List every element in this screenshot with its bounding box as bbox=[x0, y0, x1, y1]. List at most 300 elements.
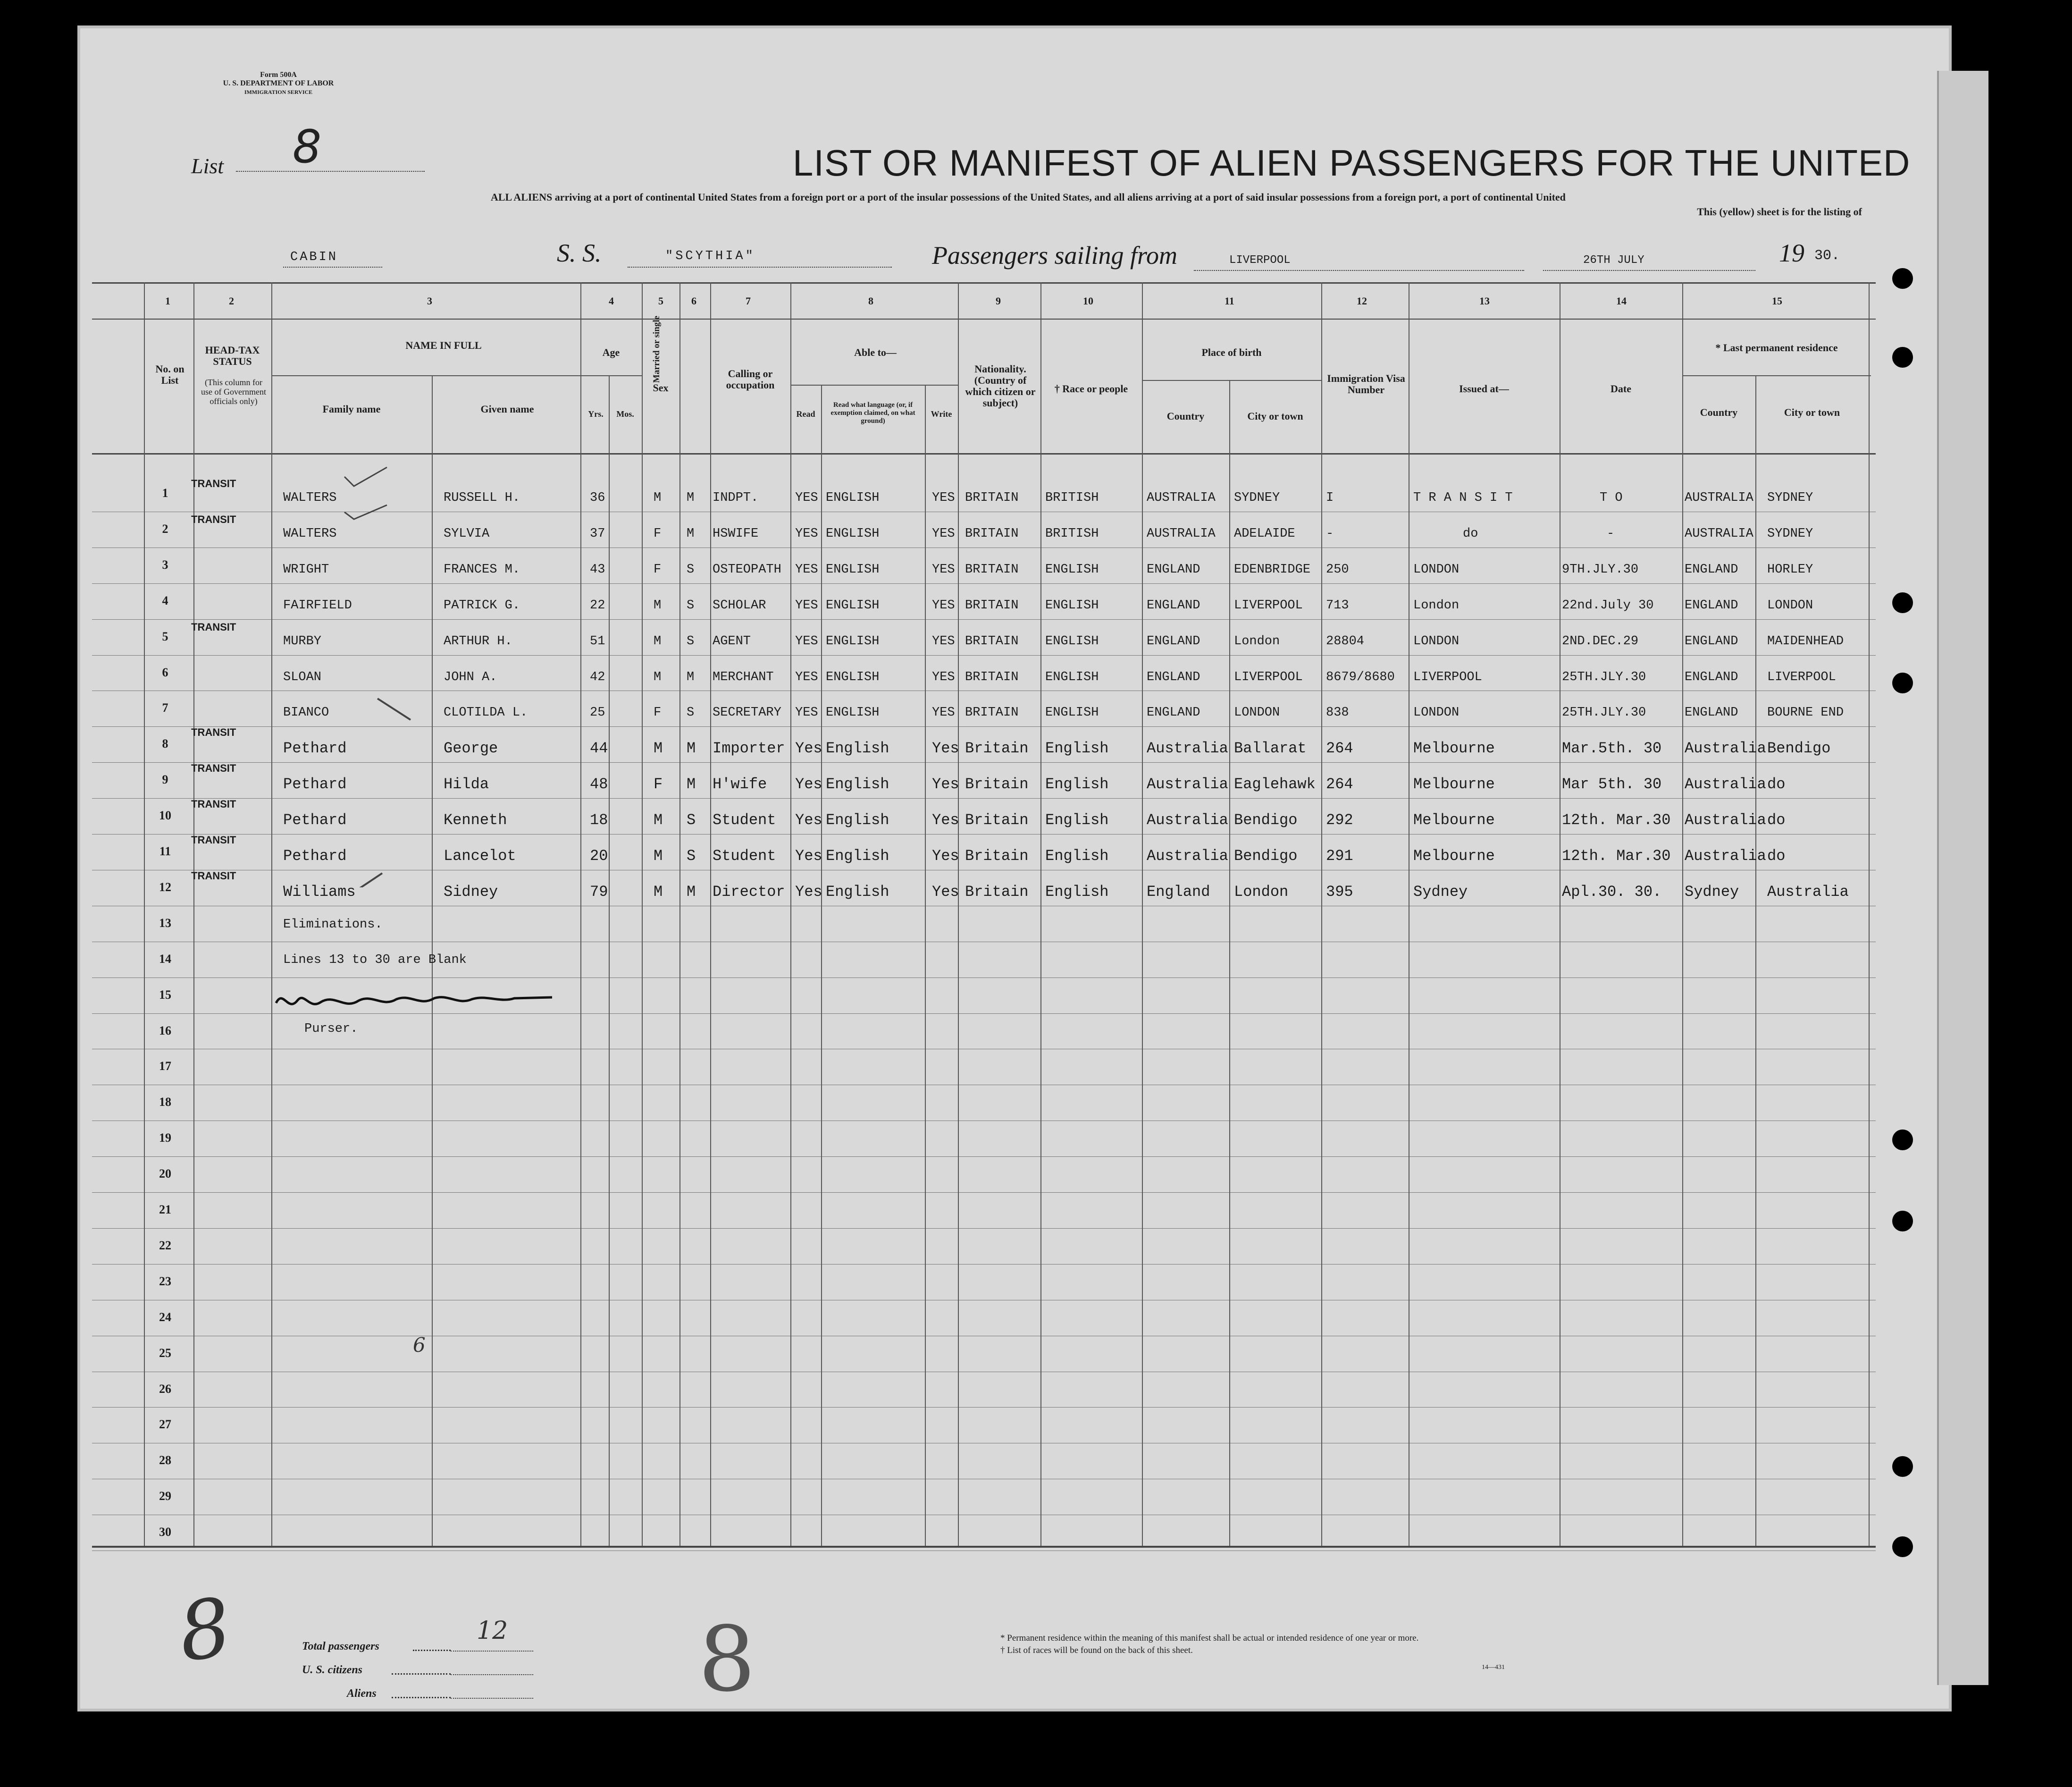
row-number: 4 bbox=[162, 593, 168, 607]
language-cell: ENGLISH bbox=[826, 526, 880, 541]
birth-city-cell: Bendigo bbox=[1234, 847, 1298, 865]
subtitle-line1: ALL ALIENS arriving at a port of continental United States from a foreign port or a port of the insular possessions of the United States, and all aliens arriving at a port of said insular possessions from a foreign port, a port of continental United bbox=[491, 191, 1566, 203]
residence-city-cell: do bbox=[1767, 811, 1786, 829]
residence-country-cell: ENGLAND bbox=[1685, 670, 1738, 684]
header-write: Write bbox=[931, 409, 952, 419]
status-cell: TRANSIT bbox=[191, 478, 236, 489]
occupation-cell: Student bbox=[713, 847, 776, 865]
given-name-cell: CLOTILDA L. bbox=[444, 706, 528, 720]
race-cell: English bbox=[1045, 847, 1109, 865]
age-years-cell: 43 bbox=[590, 562, 605, 577]
issued-at-cell: LONDON bbox=[1413, 634, 1460, 649]
residence-country-cell: AUSTRALIA bbox=[1685, 491, 1753, 505]
header-place-of-birth: Place of birth bbox=[1201, 346, 1262, 358]
residence-city-cell: LONDON bbox=[1767, 598, 1813, 613]
marital-status-cell: M bbox=[687, 883, 696, 901]
total-underline bbox=[451, 1651, 533, 1652]
subtitle-line2: This (yellow) sheet is for the listing of bbox=[1697, 206, 1862, 218]
sex-cell: F bbox=[654, 706, 662, 720]
status-cell: TRANSIT bbox=[191, 869, 236, 882]
race-cell: English bbox=[1045, 883, 1109, 901]
punch-hole bbox=[1892, 1130, 1913, 1150]
given-name-cell: FRANCES M. bbox=[444, 562, 520, 577]
residence-country-cell: Australia bbox=[1685, 847, 1766, 865]
residence-country-cell: ENGLAND bbox=[1685, 598, 1738, 613]
visa-date-cell: 25TH.JLY.30 bbox=[1562, 670, 1646, 684]
residence-footnote: * Permanent residence within the meaning of this manifest shall be actual or intended residence of one year or more. bbox=[1000, 1633, 1419, 1643]
occupation-cell: AGENT bbox=[713, 634, 751, 649]
marital-status-cell: S bbox=[687, 847, 696, 865]
language-cell: English bbox=[826, 811, 889, 829]
given-name-cell: JOHN A. bbox=[444, 670, 497, 684]
language-cell: English bbox=[826, 740, 889, 758]
date-underline bbox=[1543, 270, 1755, 271]
header-nationality: Nationality. (Country of which citizen or subject) bbox=[965, 363, 1036, 409]
stray-mark: 6 bbox=[413, 1333, 426, 1357]
total-dots bbox=[413, 1650, 451, 1651]
family-name-cell: Pethard bbox=[283, 847, 347, 865]
header-mos: Mos. bbox=[616, 409, 634, 419]
header-issued-at: Issued at— bbox=[1459, 383, 1509, 395]
birth-city-cell: EDENBRIDGE bbox=[1234, 562, 1311, 577]
sex-cell: F bbox=[654, 775, 663, 793]
sex-cell: M bbox=[654, 847, 663, 865]
sub-header-rule bbox=[1142, 380, 1321, 381]
header-read-language: Read what language (or, if exemption claimed, on what ground) bbox=[830, 401, 915, 425]
header-yrs: Yrs. bbox=[588, 409, 604, 419]
header-birth-country: Country bbox=[1166, 410, 1205, 422]
language-cell: ENGLISH bbox=[826, 598, 880, 613]
age-years-cell: 51 bbox=[590, 634, 605, 649]
us-citizens-dots bbox=[392, 1673, 451, 1675]
occupation-cell: Student bbox=[713, 811, 776, 829]
issued-at-cell: LONDON bbox=[1413, 562, 1460, 577]
table-bottom-rule bbox=[92, 1546, 1876, 1548]
row-number: 30 bbox=[159, 1525, 171, 1539]
visa-number-cell: I bbox=[1326, 491, 1334, 505]
occupation-cell: SECRETARY bbox=[713, 706, 781, 720]
column-number: 3 bbox=[427, 295, 432, 307]
given-name-cell: Kenneth bbox=[444, 811, 507, 829]
language-cell: ENGLISH bbox=[826, 634, 880, 649]
visa-date-cell: 12th. Mar.30 bbox=[1562, 847, 1671, 865]
status-cell: TRANSIT bbox=[191, 798, 236, 810]
row-number: 21 bbox=[159, 1203, 171, 1216]
punch-hole bbox=[1892, 1536, 1913, 1557]
row-number: 25 bbox=[159, 1346, 171, 1360]
sub-header-rule bbox=[790, 385, 958, 386]
age-years-cell: 37 bbox=[590, 526, 605, 541]
visa-number-cell: 28804 bbox=[1326, 634, 1365, 649]
sailing-label: Passengers sailing from bbox=[932, 241, 1178, 270]
row-number: 22 bbox=[159, 1238, 171, 1252]
header-residence-city: City or town bbox=[1784, 406, 1840, 418]
column-rule bbox=[710, 282, 711, 1546]
row-number: 7 bbox=[162, 701, 168, 715]
sex-cell: F bbox=[654, 562, 662, 577]
read-cell: YES bbox=[795, 706, 818, 720]
residence-city-cell: do bbox=[1767, 775, 1786, 793]
visa-date-cell: 22nd.July 30 bbox=[1562, 598, 1654, 613]
year-suffix: 30. bbox=[1814, 248, 1840, 264]
visa-date-cell: - bbox=[1607, 526, 1615, 541]
sub-header-rule bbox=[271, 375, 642, 376]
column-number: 2 bbox=[229, 295, 234, 307]
visa-number-cell: 713 bbox=[1326, 598, 1349, 613]
column-number: 15 bbox=[1772, 295, 1782, 307]
purser-signature bbox=[269, 984, 562, 1022]
service: IMMIGRATION SERVICE bbox=[244, 89, 313, 95]
write-cell: YES bbox=[932, 706, 955, 720]
header-married: Married or single bbox=[652, 315, 662, 383]
residence-country-cell: Australia bbox=[1685, 811, 1766, 829]
occupation-cell: INDPT. bbox=[713, 491, 759, 505]
punch-hole bbox=[1892, 592, 1913, 613]
age-years-cell: 79 bbox=[590, 883, 608, 901]
column-number: 13 bbox=[1479, 295, 1490, 307]
row-rule bbox=[92, 1156, 1876, 1157]
write-cell: Yes bbox=[932, 775, 959, 793]
birth-country-cell: Australia bbox=[1147, 847, 1228, 865]
birth-city-cell: London bbox=[1234, 883, 1289, 901]
nationality-cell: Britain bbox=[965, 847, 1029, 865]
residence-city-cell: SYDNEY bbox=[1767, 491, 1813, 505]
column-rule bbox=[790, 282, 791, 1546]
occupation-cell: SCHOLAR bbox=[713, 598, 766, 613]
write-cell: Yes bbox=[932, 847, 959, 865]
residence-country-cell: Australia bbox=[1685, 775, 1766, 793]
row-number: 2 bbox=[162, 522, 168, 536]
birth-country-cell: ENGLAND bbox=[1147, 670, 1200, 684]
language-cell: English bbox=[826, 883, 889, 901]
race-cell: ENGLISH bbox=[1045, 706, 1099, 720]
residence-country-cell: Australia bbox=[1685, 740, 1766, 758]
race-cell: English bbox=[1045, 775, 1109, 793]
family-name-cell: Pethard bbox=[283, 811, 347, 829]
residence-city-cell: Australia bbox=[1767, 883, 1849, 901]
column-rule bbox=[271, 282, 272, 1546]
purser-title: Purser. bbox=[304, 1022, 358, 1036]
row-number: 29 bbox=[159, 1489, 171, 1503]
header-name-in-full: NAME IN FULL bbox=[405, 339, 482, 351]
residence-city-cell: MAIDENHEAD bbox=[1767, 634, 1844, 649]
header-bottom-rule bbox=[92, 453, 1876, 455]
ss-label: S. S. bbox=[557, 239, 602, 267]
port-underline bbox=[1194, 270, 1524, 271]
given-name-cell: ARTHUR H. bbox=[444, 634, 512, 649]
header-birth-city: City or town bbox=[1247, 410, 1303, 422]
header-family-name: Family name bbox=[322, 403, 381, 415]
residence-country-cell: ENGLAND bbox=[1685, 634, 1738, 649]
column-number: 14 bbox=[1616, 295, 1627, 307]
marital-status-cell: S bbox=[687, 598, 695, 613]
write-cell: YES bbox=[932, 491, 955, 505]
given-name-cell: RUSSELL H. bbox=[444, 491, 520, 505]
given-name-cell: PATRICK G. bbox=[444, 598, 520, 613]
visa-number-cell: 395 bbox=[1326, 883, 1353, 901]
visa-date-cell: 2ND.DEC.29 bbox=[1562, 634, 1639, 649]
nationality-cell: Britain bbox=[965, 811, 1029, 829]
residence-city-cell: do bbox=[1767, 847, 1786, 865]
birth-city-cell: London bbox=[1234, 634, 1280, 649]
status-cell: TRANSIT bbox=[191, 762, 236, 775]
birth-city-cell: LONDON bbox=[1234, 706, 1280, 720]
column-rule bbox=[1321, 282, 1322, 1546]
issued-at-cell: London bbox=[1413, 598, 1460, 613]
write-cell: YES bbox=[932, 670, 955, 684]
header-age: Age bbox=[602, 346, 620, 358]
column-rule bbox=[642, 282, 643, 1546]
column-number: 9 bbox=[996, 295, 1001, 307]
header-given-name: Given name bbox=[480, 403, 534, 415]
birth-city-cell: ADELAIDE bbox=[1234, 526, 1295, 541]
read-cell: Yes bbox=[795, 811, 822, 829]
column-number: 12 bbox=[1357, 295, 1367, 307]
visa-date-cell: 9TH.JLY.30 bbox=[1562, 562, 1639, 577]
check-marks bbox=[274, 463, 481, 887]
total-passengers-label: Total passengers bbox=[302, 1640, 379, 1652]
issued-at-cell: T R A N S I T bbox=[1413, 491, 1513, 505]
nationality-cell: Britain bbox=[965, 883, 1029, 901]
nationality-cell: BRITAIN bbox=[965, 562, 1019, 577]
punch-hole bbox=[1892, 1456, 1913, 1477]
status-cell: TRANSIT bbox=[191, 513, 236, 525]
issued-at-cell: Melbourne bbox=[1413, 775, 1495, 793]
row-number: 19 bbox=[159, 1131, 171, 1145]
row-number: 6 bbox=[162, 665, 168, 679]
language-cell: English bbox=[826, 775, 889, 793]
row-number: 18 bbox=[159, 1095, 171, 1109]
issued-at-cell: LIVERPOOL bbox=[1413, 670, 1482, 684]
read-cell: YES bbox=[795, 598, 818, 613]
column-number: 11 bbox=[1225, 295, 1234, 307]
column-rule bbox=[144, 282, 145, 1546]
nationality-cell: Britain bbox=[965, 740, 1029, 758]
column-rule bbox=[821, 385, 822, 1546]
marital-status-cell: S bbox=[687, 562, 695, 577]
column-rule bbox=[580, 282, 581, 1546]
blank-lines-note: Lines 13 to 30 are Blank bbox=[283, 953, 467, 967]
sex-cell: M bbox=[654, 670, 662, 684]
race-cell: ENGLISH bbox=[1045, 670, 1099, 684]
age-years-cell: 25 bbox=[590, 706, 605, 720]
ship-name: "SCYTHIA" bbox=[665, 249, 755, 263]
nationality-cell: BRITAIN bbox=[965, 526, 1019, 541]
language-cell: English bbox=[826, 847, 889, 865]
column-rule bbox=[1755, 375, 1756, 1546]
marital-status-cell: S bbox=[687, 634, 695, 649]
visa-date-cell: Apl.30. 30. bbox=[1562, 883, 1662, 901]
row-number: 16 bbox=[159, 1023, 171, 1037]
page-title: LIST OR MANIFEST OF ALIEN PASSENGERS FOR THE UNITED bbox=[793, 142, 1911, 184]
visa-number-cell: - bbox=[1326, 526, 1334, 541]
birth-city-cell: SYDNEY bbox=[1234, 491, 1280, 505]
row-rule bbox=[92, 1407, 1876, 1408]
age-years-cell: 44 bbox=[590, 740, 608, 758]
binding-strip bbox=[1937, 71, 1988, 1685]
handwritten-eight-left: 8 bbox=[173, 1580, 237, 1680]
birth-country-cell: ENGLAND bbox=[1147, 706, 1200, 720]
nationality-cell: BRITAIN bbox=[965, 491, 1019, 505]
age-years-cell: 18 bbox=[590, 811, 608, 829]
sex-cell: M bbox=[654, 883, 663, 901]
header-head-tax-note: (This column for use of Government officials only) bbox=[201, 378, 266, 406]
list-label: List bbox=[191, 154, 224, 178]
race-cell: ENGLISH bbox=[1045, 598, 1099, 613]
class-underline bbox=[283, 267, 382, 268]
column-number: 1 bbox=[165, 295, 170, 307]
sex-cell: F bbox=[654, 526, 662, 541]
given-name-cell: Hilda bbox=[444, 775, 489, 793]
year-prefix: 19 bbox=[1779, 239, 1804, 267]
total-passengers-value: 12 bbox=[477, 1617, 508, 1645]
residence-country-cell: AUSTRALIA bbox=[1685, 526, 1753, 541]
age-years-cell: 20 bbox=[590, 847, 608, 865]
family-name-cell: Pethard bbox=[283, 775, 347, 793]
header-calling: Calling or occupation bbox=[726, 368, 775, 391]
family-name-cell: SLOAN bbox=[283, 670, 322, 684]
header-read: Read bbox=[796, 409, 815, 419]
us-citizens-underline bbox=[451, 1674, 533, 1675]
column-rule bbox=[193, 282, 194, 1546]
column-number: 5 bbox=[658, 295, 663, 307]
visa-number-cell: 264 bbox=[1326, 775, 1353, 793]
row-number: 13 bbox=[159, 916, 171, 930]
marital-status-cell: M bbox=[687, 526, 695, 541]
column-rule bbox=[1142, 282, 1143, 1546]
visa-date-cell: T O bbox=[1600, 491, 1623, 505]
aliens-underline bbox=[451, 1698, 533, 1699]
department: U. S. DEPARTMENT OF LABOR bbox=[223, 79, 334, 87]
birth-country-cell: Australia bbox=[1147, 740, 1228, 758]
age-years-cell: 22 bbox=[590, 598, 605, 613]
visa-date-cell: Mar.5th. 30 bbox=[1562, 740, 1662, 758]
column-rule bbox=[679, 282, 680, 1546]
aliens-label: Aliens bbox=[347, 1687, 377, 1700]
nationality-cell: BRITAIN bbox=[965, 634, 1019, 649]
read-cell: YES bbox=[795, 562, 818, 577]
residence-city-cell: HORLEY bbox=[1767, 562, 1813, 577]
status-cell: TRANSIT bbox=[191, 726, 236, 739]
birth-country-cell: Australia bbox=[1147, 811, 1228, 829]
header-date: Date bbox=[1611, 383, 1631, 395]
occupation-cell: H'wife bbox=[713, 775, 767, 793]
birth-country-cell: Australia bbox=[1147, 775, 1228, 793]
visa-number-cell: 250 bbox=[1326, 562, 1349, 577]
sub-header-rule bbox=[1682, 375, 1871, 376]
issued-at-cell: Sydney bbox=[1413, 883, 1468, 901]
us-citizens-label: U. S. citizens bbox=[302, 1664, 363, 1676]
residence-city-cell: BOURNE END bbox=[1767, 706, 1844, 720]
visa-date-cell: 25TH.JLY.30 bbox=[1562, 706, 1646, 720]
row-number: 11 bbox=[159, 844, 171, 858]
punch-hole bbox=[1892, 268, 1913, 289]
family-name-cell: WALTERS bbox=[283, 491, 337, 505]
birth-city-cell: Bendigo bbox=[1234, 811, 1298, 829]
column-rule bbox=[1229, 380, 1230, 1546]
column-rule bbox=[609, 375, 610, 1546]
language-cell: ENGLISH bbox=[826, 491, 880, 505]
marital-status-cell: M bbox=[687, 740, 696, 758]
punch-hole bbox=[1892, 673, 1913, 693]
read-cell: Yes bbox=[795, 740, 822, 758]
issued-at-cell: do bbox=[1463, 526, 1478, 541]
write-cell: YES bbox=[932, 634, 955, 649]
form-id-block bbox=[184, 71, 373, 96]
language-cell: ENGLISH bbox=[826, 670, 880, 684]
column-rule bbox=[958, 282, 959, 1546]
header-visa-number: Immigration Visa Number bbox=[1327, 372, 1405, 396]
occupation-cell: Director bbox=[713, 883, 785, 901]
list-underline bbox=[236, 171, 425, 172]
status-cell: TRANSIT bbox=[191, 621, 236, 633]
visa-number-cell: 291 bbox=[1326, 847, 1353, 865]
read-cell: Yes bbox=[795, 775, 822, 793]
write-cell: Yes bbox=[932, 883, 959, 901]
birth-country-cell: ENGLAND bbox=[1147, 598, 1200, 613]
race-cell: English bbox=[1045, 740, 1109, 758]
write-cell: YES bbox=[932, 598, 955, 613]
birth-city-cell: Ballarat bbox=[1234, 740, 1307, 758]
residence-country-cell: Sydney bbox=[1685, 883, 1739, 901]
aliens-dots bbox=[392, 1697, 451, 1698]
header-race: † Race or people bbox=[1054, 383, 1128, 395]
residence-city-cell: SYDNEY bbox=[1767, 526, 1813, 541]
birth-country-cell: ENGLAND bbox=[1147, 634, 1200, 649]
write-cell: YES bbox=[932, 526, 955, 541]
row-rule bbox=[92, 1192, 1876, 1193]
birth-country-cell: AUSTRALIA bbox=[1147, 491, 1216, 505]
birth-country-cell: England bbox=[1147, 883, 1210, 901]
departure-date: 26TH JULY bbox=[1583, 254, 1644, 267]
header-head-tax: HEAD-TAX STATUS bbox=[205, 344, 260, 367]
birth-country-cell: AUSTRALIA bbox=[1147, 526, 1216, 541]
residence-country-cell: ENGLAND bbox=[1685, 706, 1738, 720]
visa-number-cell: 292 bbox=[1326, 811, 1353, 829]
read-cell: Yes bbox=[795, 847, 822, 865]
sex-cell: M bbox=[654, 740, 663, 758]
sex-cell: M bbox=[654, 634, 662, 649]
write-cell: Yes bbox=[932, 740, 959, 758]
residence-country-cell: ENGLAND bbox=[1685, 562, 1738, 577]
column-rule bbox=[925, 385, 926, 1546]
row-number: 8 bbox=[162, 737, 168, 751]
issued-at-cell: Melbourne bbox=[1413, 847, 1495, 865]
residence-city-cell: Bendigo bbox=[1767, 740, 1831, 758]
row-number: 20 bbox=[159, 1167, 171, 1181]
marital-status-cell: S bbox=[687, 706, 695, 720]
occupation-cell: MERCHANT bbox=[713, 670, 774, 684]
race-cell: ENGLISH bbox=[1045, 562, 1099, 577]
read-cell: YES bbox=[795, 634, 818, 649]
birth-city-cell: Eaglehawk bbox=[1234, 775, 1316, 793]
departure-port: LIVERPOOL bbox=[1229, 254, 1291, 267]
races-footnote: † List of races will be found on the back of this sheet. bbox=[1000, 1645, 1193, 1655]
row-number: 14 bbox=[159, 952, 171, 966]
race-cell: BRITISH bbox=[1045, 526, 1099, 541]
column-number: 4 bbox=[609, 295, 614, 307]
occupation-cell: HSWIFE bbox=[713, 526, 759, 541]
row-number: 23 bbox=[159, 1274, 171, 1288]
eliminations-note: Eliminations. bbox=[283, 918, 383, 932]
family-name-cell: MURBY bbox=[283, 634, 322, 649]
given-name-cell: Lancelot bbox=[444, 847, 516, 865]
age-years-cell: 42 bbox=[590, 670, 605, 684]
language-cell: ENGLISH bbox=[826, 562, 880, 577]
column-number: 7 bbox=[746, 295, 751, 307]
given-name-cell: George bbox=[444, 740, 498, 758]
header-able-to: Able to— bbox=[854, 346, 897, 358]
